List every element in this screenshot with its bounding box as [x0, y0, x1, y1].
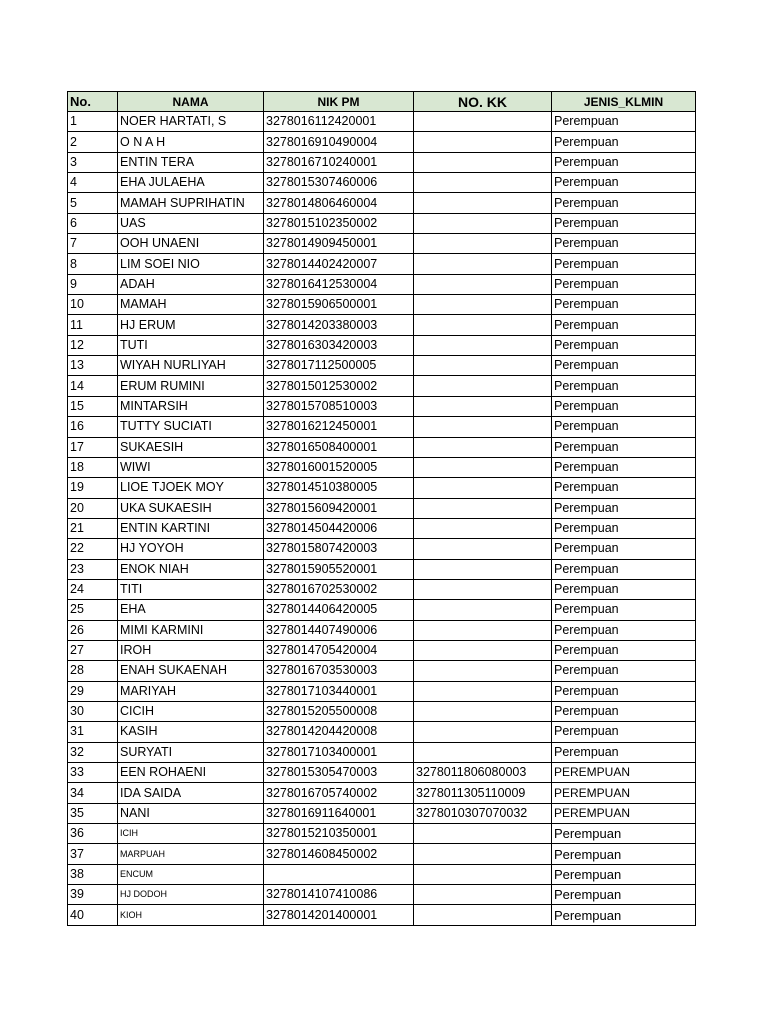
beneficiary-table — [67, 91, 696, 926]
table-row — [68, 620, 696, 640]
cell-kk — [414, 885, 552, 905]
cell-kk — [414, 661, 552, 681]
table-row — [68, 640, 696, 660]
cell-nik: 3278015205500008 — [264, 701, 414, 721]
cell-no: 31 — [68, 722, 118, 742]
cell-no: 11 — [68, 315, 118, 335]
cell-nik: 3278016910490004 — [264, 132, 414, 152]
cell-jenis: Perempuan — [552, 600, 696, 620]
cell-nama: ERUM RUMINI — [118, 376, 264, 396]
cell-nik: 3278014705420004 — [264, 640, 414, 660]
cell-kk — [414, 478, 552, 498]
cell-jenis: Perempuan — [552, 173, 696, 193]
cell-jenis: Perempuan — [552, 254, 696, 274]
table-row — [68, 885, 696, 905]
cell-kk — [414, 254, 552, 274]
cell-kk: 3278011305110009 — [414, 783, 552, 803]
cell-kk — [414, 498, 552, 518]
cell-nama: HJ DODOH — [118, 885, 264, 905]
cell-nama: WIWI — [118, 457, 264, 477]
table-row — [68, 234, 696, 254]
cell-nik: 3278016703530003 — [264, 661, 414, 681]
table-row — [68, 315, 696, 335]
cell-no: 39 — [68, 885, 118, 905]
cell-nik: 3278015906500001 — [264, 295, 414, 315]
cell-kk: 3278010307070032 — [414, 803, 552, 823]
table-row — [68, 376, 696, 396]
cell-jenis: Perempuan — [552, 213, 696, 233]
cell-kk — [414, 295, 552, 315]
cell-nik: 3278015307460006 — [264, 173, 414, 193]
cell-no: 15 — [68, 396, 118, 416]
cell-no: 34 — [68, 783, 118, 803]
cell-no: 14 — [68, 376, 118, 396]
cell-jenis: Perempuan — [552, 274, 696, 294]
cell-kk — [414, 335, 552, 355]
cell-no: 24 — [68, 579, 118, 599]
cell-nama: MINTARSIH — [118, 396, 264, 416]
cell-jenis: Perempuan — [552, 905, 696, 925]
cell-nama: EEN ROHAENI — [118, 763, 264, 783]
cell-nik: 3278016705740002 — [264, 783, 414, 803]
cell-nama: NANI — [118, 803, 264, 823]
cell-kk — [414, 112, 552, 132]
cell-nama: ENOK NIAH — [118, 559, 264, 579]
table-row — [68, 152, 696, 172]
table-row — [68, 254, 696, 274]
cell-no: 33 — [68, 763, 118, 783]
cell-nik: 3278016508400001 — [264, 437, 414, 457]
header-jenis: JENIS_KLMIN — [552, 92, 696, 112]
table-row — [68, 701, 696, 721]
cell-jenis: Perempuan — [552, 539, 696, 559]
cell-nama: MAMAH — [118, 295, 264, 315]
cell-nama: LIOE TJOEK MOY — [118, 478, 264, 498]
cell-jenis: Perempuan — [552, 457, 696, 477]
cell-no: 10 — [68, 295, 118, 315]
cell-kk — [414, 742, 552, 762]
cell-nik: 3278016412530004 — [264, 274, 414, 294]
cell-nama: MARIYAH — [118, 681, 264, 701]
cell-jenis: Perempuan — [552, 315, 696, 335]
cell-jenis: Perempuan — [552, 518, 696, 538]
cell-kk — [414, 905, 552, 925]
table-row — [68, 722, 696, 742]
cell-nik: 3278014402420007 — [264, 254, 414, 274]
cell-jenis: Perempuan — [552, 417, 696, 437]
cell-jenis: PEREMPUAN — [552, 783, 696, 803]
cell-no: 4 — [68, 173, 118, 193]
cell-nama: MARPUAH — [118, 844, 264, 864]
cell-nama: KIOH — [118, 905, 264, 925]
cell-nama: LIM SOEI NIO — [118, 254, 264, 274]
table-row — [68, 681, 696, 701]
header-no: No. — [68, 92, 118, 112]
cell-kk — [414, 620, 552, 640]
cell-no: 38 — [68, 864, 118, 884]
cell-nik: 3278016303420003 — [264, 335, 414, 355]
cell-jenis: Perempuan — [552, 864, 696, 884]
cell-nama: HJ YOYOH — [118, 539, 264, 559]
table-row — [68, 579, 696, 599]
table-body — [68, 112, 696, 926]
table-row — [68, 112, 696, 132]
cell-no: 2 — [68, 132, 118, 152]
table-row — [68, 213, 696, 233]
cell-nama: ENTIN TERA — [118, 152, 264, 172]
cell-kk — [414, 396, 552, 416]
header-nama: NAMA — [118, 92, 264, 112]
cell-nik: 3278016212450001 — [264, 417, 414, 437]
cell-jenis: Perempuan — [552, 559, 696, 579]
cell-nama: TUTTY SUCIATI — [118, 417, 264, 437]
table-row — [68, 457, 696, 477]
cell-kk — [414, 518, 552, 538]
cell-kk — [414, 356, 552, 376]
cell-nama: UKA SUKAESIH — [118, 498, 264, 518]
cell-no: 12 — [68, 335, 118, 355]
table-row — [68, 844, 696, 864]
cell-nama: O N A H — [118, 132, 264, 152]
cell-kk — [414, 152, 552, 172]
cell-nik: 3278016702530002 — [264, 579, 414, 599]
table-row — [68, 478, 696, 498]
cell-kk — [414, 213, 552, 233]
table-row — [68, 905, 696, 925]
table-row — [68, 661, 696, 681]
cell-no: 16 — [68, 417, 118, 437]
table-row — [68, 417, 696, 437]
cell-jenis: PEREMPUAN — [552, 763, 696, 783]
cell-nik: 3278015708510003 — [264, 396, 414, 416]
cell-jenis: Perempuan — [552, 295, 696, 315]
cell-nama: ADAH — [118, 274, 264, 294]
table-row — [68, 742, 696, 762]
cell-nik: 3278015102350002 — [264, 213, 414, 233]
table-row — [68, 539, 696, 559]
cell-jenis: Perempuan — [552, 640, 696, 660]
cell-nama: UAS — [118, 213, 264, 233]
cell-jenis: Perempuan — [552, 844, 696, 864]
cell-jenis: Perempuan — [552, 396, 696, 416]
cell-nama: KASIH — [118, 722, 264, 742]
cell-kk — [414, 824, 552, 844]
cell-no: 3 — [68, 152, 118, 172]
cell-kk — [414, 274, 552, 294]
header-kk: NO. KK — [414, 92, 552, 112]
cell-nik: 3278014504420006 — [264, 518, 414, 538]
cell-nik: 3278015012530002 — [264, 376, 414, 396]
cell-kk — [414, 600, 552, 620]
cell-jenis: Perempuan — [552, 885, 696, 905]
cell-jenis: Perempuan — [552, 579, 696, 599]
cell-nama: SUKAESIH — [118, 437, 264, 457]
cell-jenis: Perempuan — [552, 661, 696, 681]
cell-nik: 3278017103440001 — [264, 681, 414, 701]
cell-jenis: Perempuan — [552, 681, 696, 701]
cell-nik: 3278014203380003 — [264, 315, 414, 335]
cell-kk — [414, 173, 552, 193]
header-nik: NIK PM — [264, 92, 414, 112]
cell-nama: CICIH — [118, 701, 264, 721]
cell-nama: ENCUM — [118, 864, 264, 884]
cell-nik: 3278014204420008 — [264, 722, 414, 742]
cell-jenis: Perempuan — [552, 112, 696, 132]
cell-nik: 3278015210350001 — [264, 824, 414, 844]
table-row — [68, 356, 696, 376]
cell-nama: MAMAH SUPRIHATIN — [118, 193, 264, 213]
cell-no: 40 — [68, 905, 118, 925]
cell-kk: 3278011806080003 — [414, 763, 552, 783]
cell-no: 17 — [68, 437, 118, 457]
table-row — [68, 437, 696, 457]
table-row — [68, 193, 696, 213]
cell-no: 29 — [68, 681, 118, 701]
cell-jenis: Perempuan — [552, 824, 696, 844]
cell-nama: EHA JULAEHA — [118, 173, 264, 193]
cell-no: 18 — [68, 457, 118, 477]
cell-kk — [414, 417, 552, 437]
header-row — [68, 92, 696, 112]
cell-jenis: Perempuan — [552, 376, 696, 396]
table-row — [68, 600, 696, 620]
cell-nama: ENTIN KARTINI — [118, 518, 264, 538]
cell-jenis: Perempuan — [552, 132, 696, 152]
cell-nik: 3278014107410086 — [264, 885, 414, 905]
cell-kk — [414, 701, 552, 721]
cell-nama: SURYATI — [118, 742, 264, 762]
cell-nik: 3278015609420001 — [264, 498, 414, 518]
cell-kk — [414, 376, 552, 396]
cell-jenis: Perempuan — [552, 437, 696, 457]
cell-kk — [414, 193, 552, 213]
cell-nik: 3278014406420005 — [264, 600, 414, 620]
cell-no: 6 — [68, 213, 118, 233]
cell-kk — [414, 681, 552, 701]
cell-nik: 3278014806460004 — [264, 193, 414, 213]
table-row — [68, 763, 696, 783]
cell-nik: 3278014201400001 — [264, 905, 414, 925]
table-row — [68, 518, 696, 538]
cell-kk — [414, 539, 552, 559]
cell-no: 26 — [68, 620, 118, 640]
cell-nama: EHA — [118, 600, 264, 620]
cell-nama: MIMI KARMINI — [118, 620, 264, 640]
cell-jenis: Perempuan — [552, 620, 696, 640]
cell-kk — [414, 315, 552, 335]
cell-nik: 3278014909450001 — [264, 234, 414, 254]
cell-jenis: Perempuan — [552, 234, 696, 254]
cell-nik: 3278014407490006 — [264, 620, 414, 640]
table-row — [68, 803, 696, 823]
cell-no: 23 — [68, 559, 118, 579]
cell-no: 36 — [68, 824, 118, 844]
cell-no: 21 — [68, 518, 118, 538]
cell-nik: 3278015905520001 — [264, 559, 414, 579]
cell-nama: OOH UNAENI — [118, 234, 264, 254]
cell-kk — [414, 559, 552, 579]
cell-jenis: PEREMPUAN — [552, 803, 696, 823]
cell-nama: HJ ERUM — [118, 315, 264, 335]
cell-jenis: Perempuan — [552, 356, 696, 376]
cell-nik: 3278014608450002 — [264, 844, 414, 864]
cell-kk — [414, 457, 552, 477]
cell-kk — [414, 579, 552, 599]
cell-no: 8 — [68, 254, 118, 274]
table-row — [68, 498, 696, 518]
cell-jenis: Perempuan — [552, 701, 696, 721]
cell-kk — [414, 722, 552, 742]
table-row — [68, 132, 696, 152]
table-row — [68, 295, 696, 315]
cell-nik: 3278017103400001 — [264, 742, 414, 762]
table-row — [68, 824, 696, 844]
table-row — [68, 864, 696, 884]
table-row — [68, 274, 696, 294]
cell-jenis: Perempuan — [552, 722, 696, 742]
cell-nik — [264, 864, 414, 884]
table-row — [68, 396, 696, 416]
cell-no: 30 — [68, 701, 118, 721]
cell-kk — [414, 132, 552, 152]
cell-no: 25 — [68, 600, 118, 620]
cell-no: 27 — [68, 640, 118, 660]
cell-nik: 3278016911640001 — [264, 803, 414, 823]
cell-nama: ICIH — [118, 824, 264, 844]
cell-nama: IDA SAIDA — [118, 783, 264, 803]
cell-jenis: Perempuan — [552, 152, 696, 172]
cell-no: 32 — [68, 742, 118, 762]
table-row — [68, 559, 696, 579]
table-row — [68, 783, 696, 803]
cell-no: 20 — [68, 498, 118, 518]
cell-nama: WIYAH NURLIYAH — [118, 356, 264, 376]
cell-nik: 3278016710240001 — [264, 152, 414, 172]
cell-jenis: Perempuan — [552, 478, 696, 498]
cell-nik: 3278017112500005 — [264, 356, 414, 376]
cell-nama: TITI — [118, 579, 264, 599]
cell-jenis: Perempuan — [552, 498, 696, 518]
cell-no: 5 — [68, 193, 118, 213]
cell-kk — [414, 437, 552, 457]
cell-jenis: Perempuan — [552, 193, 696, 213]
cell-nama: TUTI — [118, 335, 264, 355]
cell-jenis: Perempuan — [552, 335, 696, 355]
cell-nik: 3278016112420001 — [264, 112, 414, 132]
cell-jenis: Perempuan — [552, 742, 696, 762]
cell-nik: 3278015807420003 — [264, 539, 414, 559]
cell-nama: ENAH SUKAENAH — [118, 661, 264, 681]
cell-kk — [414, 234, 552, 254]
cell-kk — [414, 864, 552, 884]
cell-nama: NOER HARTATI, S — [118, 112, 264, 132]
cell-nik: 3278015305470003 — [264, 763, 414, 783]
cell-no: 28 — [68, 661, 118, 681]
cell-nik: 3278014510380005 — [264, 478, 414, 498]
cell-kk — [414, 844, 552, 864]
cell-no: 1 — [68, 112, 118, 132]
cell-no: 37 — [68, 844, 118, 864]
table-row — [68, 173, 696, 193]
cell-kk — [414, 640, 552, 660]
cell-no: 7 — [68, 234, 118, 254]
table-row — [68, 335, 696, 355]
cell-no: 9 — [68, 274, 118, 294]
cell-no: 35 — [68, 803, 118, 823]
cell-nik: 3278016001520005 — [264, 457, 414, 477]
cell-no: 13 — [68, 356, 118, 376]
cell-no: 22 — [68, 539, 118, 559]
cell-no: 19 — [68, 478, 118, 498]
cell-nama: IROH — [118, 640, 264, 660]
